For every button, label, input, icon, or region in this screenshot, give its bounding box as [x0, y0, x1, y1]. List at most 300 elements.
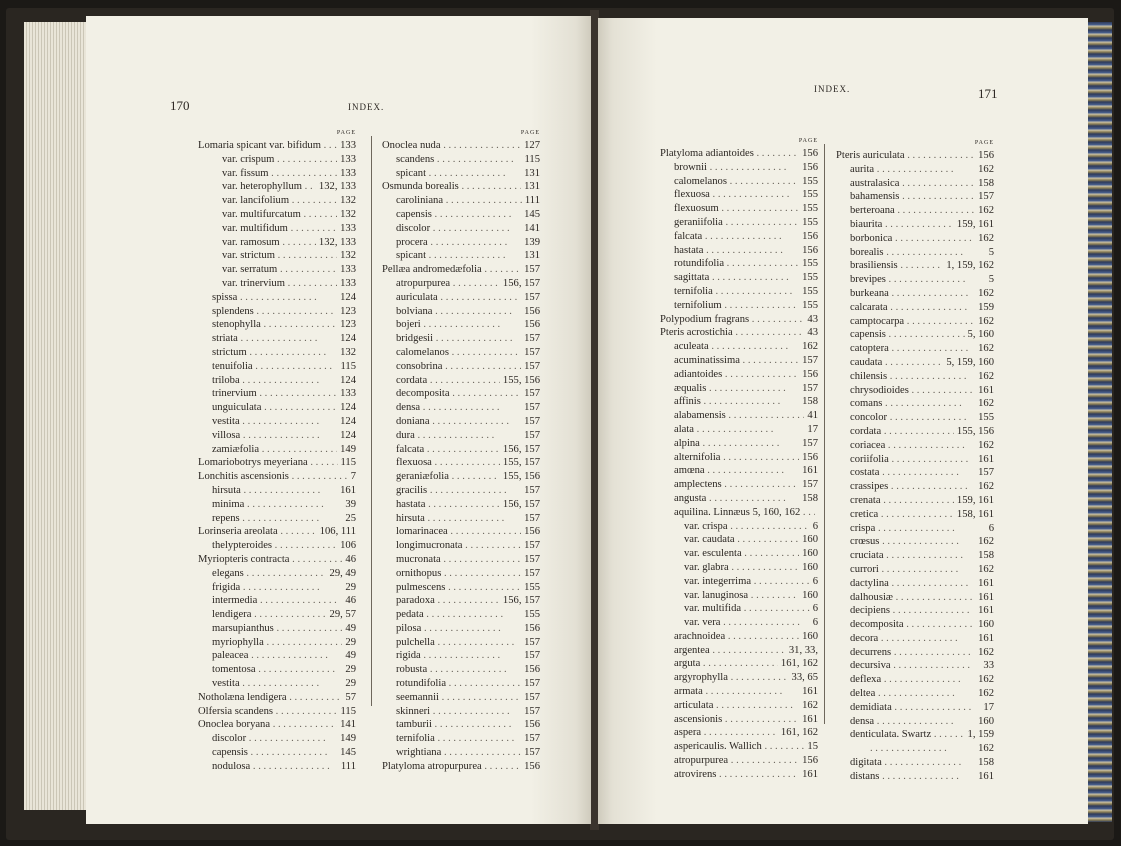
index-term: aspericaulis. Wallich . .	[660, 740, 804, 754]
index-page-ref: 106, 111	[319, 526, 356, 538]
index-term: dura . .	[382, 429, 521, 443]
index-page-ref: 6	[812, 520, 818, 532]
index-entry	[198, 512, 356, 526]
index-page-ref: 29, 49	[329, 567, 356, 579]
index-term: var. serratum . .	[198, 263, 337, 277]
index-term: alpina . .	[660, 437, 799, 451]
index-term: geraniæfolia . .	[382, 470, 500, 484]
index-entry	[382, 194, 540, 208]
index-page-ref: 157	[524, 388, 540, 400]
index-entry	[382, 346, 540, 360]
index-page-ref: 29, 57	[329, 609, 356, 621]
index-entry	[836, 218, 994, 232]
index-entry	[660, 713, 818, 727]
index-term: arguta . .	[660, 657, 778, 671]
index-page-ref: 156	[524, 719, 540, 731]
index-entry	[198, 649, 356, 663]
left-page	[86, 16, 591, 824]
index-term: elegans . .	[198, 567, 327, 581]
index-entry	[836, 384, 994, 398]
index-page-ref: 46	[345, 553, 356, 565]
index-page-ref: 157	[524, 636, 540, 648]
index-term: nodulosa . .	[198, 760, 338, 774]
index-term: Pteris auriculata . .	[836, 149, 975, 163]
index-term: adiantoides . .	[660, 368, 799, 382]
index-term: capensis . .	[198, 746, 337, 760]
index-entry	[660, 188, 818, 202]
index-page-ref: 155	[802, 258, 818, 270]
index-entry	[198, 360, 356, 374]
index-page-ref: 156	[802, 148, 818, 159]
index-term: caroliniana . .	[382, 194, 522, 208]
index-term: Platyloma atropurpurea . .	[382, 760, 521, 774]
index-entry	[382, 691, 540, 705]
index-entry	[836, 204, 994, 218]
index-page-ref: 157	[524, 512, 540, 524]
index-page-ref: 157	[524, 650, 540, 662]
index-entry	[382, 760, 540, 774]
index-term: var. esculenta . .	[660, 547, 799, 561]
index-page-ref: 127	[524, 140, 540, 151]
index-term: pulmescens . .	[382, 581, 521, 595]
index-entry	[660, 602, 818, 616]
index-page-ref: 31, 33,	[788, 644, 818, 656]
index-page-ref: 157	[524, 264, 540, 276]
index-entry	[660, 740, 818, 754]
index-entry	[836, 315, 994, 329]
index-term: paradoxa . .	[382, 594, 500, 608]
index-entry	[660, 423, 818, 437]
index-term: ternifolium . .	[660, 299, 799, 313]
index-term: marsupianthus . .	[198, 622, 342, 636]
page-number: 170	[170, 98, 190, 113]
index-page-ref: 5, 159, 160	[946, 356, 994, 368]
index-entry	[836, 177, 994, 191]
index-page-ref: 159, 161	[956, 218, 994, 230]
index-entry	[836, 591, 994, 605]
index-term: densa . .	[836, 715, 975, 729]
index-page-ref: 141	[340, 719, 356, 731]
index-term: cordata . .	[382, 374, 500, 388]
index-term: æqualis . .	[660, 382, 799, 396]
index-page-ref: 115	[524, 153, 540, 165]
index-term: consobrina . .	[382, 360, 521, 374]
index-entry	[382, 387, 540, 401]
index-page-ref: 5	[988, 274, 994, 286]
index-page-ref: 157	[524, 733, 540, 745]
index-page-ref: 33	[983, 660, 994, 672]
index-page-ref: 157	[524, 678, 540, 690]
index-page-ref: 123	[340, 319, 356, 331]
index-page-ref: 157	[978, 191, 994, 203]
index-entry	[660, 575, 818, 589]
index-page-ref: 157	[802, 382, 818, 394]
index-term: splendens . .	[198, 305, 337, 319]
index-page-ref: 157	[524, 346, 540, 358]
index-page-ref: 157	[524, 553, 540, 565]
index-page-ref: 157	[524, 567, 540, 579]
index-entry	[660, 616, 818, 630]
index-entry	[660, 506, 818, 520]
index-entry	[660, 437, 818, 451]
index-entry	[382, 167, 540, 181]
index-page-ref: 29	[345, 678, 356, 690]
index-entry	[836, 466, 994, 480]
index-entry	[198, 663, 356, 677]
index-entry	[198, 553, 356, 567]
index-term: Onoclea boryana . .	[198, 718, 337, 732]
index-term: atropurpurea . .	[382, 277, 500, 291]
index-entry	[836, 549, 994, 563]
index-term: unguiculata . .	[198, 401, 337, 415]
index-term: hirsuta . .	[198, 484, 337, 498]
index-entry	[660, 630, 818, 644]
index-term: amœna . .	[660, 464, 799, 478]
index-entry	[836, 494, 994, 508]
index-page-ref: 133	[340, 140, 356, 151]
index-entry	[836, 190, 994, 204]
index-term: ascensionis . .	[660, 713, 799, 727]
index-page-ref: 157	[802, 437, 818, 449]
index-page-ref: 162	[978, 563, 994, 575]
index-page-ref: 161	[802, 465, 818, 477]
index-term: Myriopteris contracta . .	[198, 553, 342, 567]
index-entry	[198, 594, 356, 608]
index-page-ref: 124	[340, 415, 356, 427]
index-term: arachnoidea . .	[660, 630, 799, 644]
index-term: spicant . .	[382, 167, 521, 181]
index-page-ref: 124	[340, 374, 356, 386]
index-entry	[382, 208, 540, 222]
index-page-ref: 29	[345, 581, 356, 593]
index-term: falcata . .	[660, 230, 799, 244]
index-entry	[382, 249, 540, 263]
index-entry	[198, 387, 356, 401]
index-page-ref: 162	[978, 481, 994, 493]
index-term: wrightiana . .	[382, 746, 521, 760]
index-page-ref: 157	[524, 333, 540, 345]
index-entry	[198, 732, 356, 746]
index-term: var. caudata . .	[660, 533, 799, 547]
index-page-ref: 156	[524, 664, 540, 676]
index-page-ref: 162	[978, 163, 994, 175]
index-page-ref: 132, 133	[318, 236, 356, 248]
index-term: Pellæa andromedæfolia . .	[382, 263, 521, 277]
index-term: cruciata . .	[836, 549, 975, 563]
index-page-ref: 43	[807, 327, 818, 339]
index-term: crassipes . .	[836, 480, 975, 494]
index-term: calcarata . .	[836, 301, 975, 315]
index-term: costata . .	[836, 466, 975, 480]
page-label: PAGE	[974, 140, 994, 146]
index-term: Lomaria spicant var. bifidum . .	[198, 139, 337, 153]
index-term: frigida . .	[198, 581, 342, 595]
index-term: var. fissum . .	[198, 167, 337, 181]
index-entry	[660, 313, 818, 327]
index-term: atropurpurea . .	[660, 754, 799, 768]
index-term: trinervium . .	[198, 387, 337, 401]
index-entry	[660, 492, 818, 506]
index-page-ref: 162	[978, 315, 994, 327]
index-term: bojeri . .	[382, 318, 521, 332]
index-entry	[382, 415, 540, 429]
index-entry	[198, 622, 356, 636]
index-entry	[198, 194, 356, 208]
index-entry	[836, 604, 994, 618]
index-page-ref: 161	[978, 591, 994, 603]
index-page-ref: 162	[802, 341, 818, 353]
index-entry	[836, 425, 994, 439]
index-column-1	[198, 130, 356, 774]
index-term: decipiens . .	[836, 604, 975, 618]
index-page-ref: 157	[524, 402, 540, 414]
index-term: catoptera . .	[836, 342, 975, 356]
index-page-ref: 155	[802, 299, 818, 311]
index-page-ref: 157	[524, 705, 540, 717]
index-page-ref: 131	[524, 181, 540, 193]
index-term: Lorinseria areolata . .	[198, 525, 317, 539]
index-entry	[382, 539, 540, 553]
index-page-ref: 160	[978, 619, 994, 631]
index-entry	[198, 277, 356, 291]
index-term: ternifolia . .	[382, 732, 521, 746]
index-page-ref: 43	[807, 313, 818, 325]
index-entry	[660, 326, 818, 340]
index-entry	[660, 354, 818, 368]
index-entry	[382, 360, 540, 374]
index-term: decursiva . .	[836, 659, 980, 673]
index-term: Notholæna lendigera . .	[198, 691, 342, 705]
index-page-ref: 162	[978, 205, 994, 217]
index-page-ref: 124	[340, 291, 356, 303]
index-entry	[382, 512, 540, 526]
index-entry	[836, 246, 994, 260]
index-term: demidiata . .	[836, 701, 980, 715]
index-page-ref: 6	[988, 522, 994, 534]
index-entry	[198, 167, 356, 181]
index-page-ref: 162	[978, 536, 994, 548]
index-entry	[382, 581, 540, 595]
index-term: robusta . .	[382, 663, 521, 677]
index-column-2	[836, 140, 994, 784]
index-page-ref: 132	[340, 250, 356, 262]
index-term: triloba . .	[198, 374, 337, 388]
index-term: Polypodium fragrans . .	[660, 313, 804, 327]
index-entry	[660, 175, 818, 189]
index-term: pulchella . .	[382, 636, 521, 650]
index-entry	[660, 685, 818, 699]
index-term: repens . .	[198, 512, 342, 526]
index-entry	[382, 401, 540, 415]
index-entry	[198, 760, 356, 774]
index-page-ref: 156	[802, 161, 818, 173]
index-term: var. multifida . .	[660, 602, 810, 616]
index-term: myriophylla . .	[198, 636, 342, 650]
index-page-ref: 162	[802, 699, 818, 711]
index-entry	[382, 332, 540, 346]
index-page-ref: 162	[978, 743, 994, 755]
index-term: crœsus . .	[836, 535, 975, 549]
index-term: Osmunda borealis . .	[382, 180, 521, 194]
index-term: atrovirens . .	[660, 768, 799, 782]
index-term: articulata . .	[660, 699, 799, 713]
index-entry	[382, 429, 540, 443]
index-term: var. multifidum . .	[198, 222, 337, 236]
index-page-ref: 115	[340, 457, 356, 469]
index-page-ref: 29	[345, 664, 356, 676]
index-term: geraniifolia . .	[660, 216, 799, 230]
index-page-ref: 155	[802, 189, 818, 201]
index-term: acuminatissima . .	[660, 354, 799, 368]
index-term: var. crispum . .	[198, 153, 337, 167]
index-term: var. strictum . .	[198, 249, 337, 263]
index-term: comans . .	[836, 397, 975, 411]
index-term: var. trinervium . .	[198, 277, 337, 291]
index-term: Pteris acrostichia . .	[660, 326, 804, 340]
index-entry	[660, 147, 818, 161]
index-term: discolor . .	[382, 222, 521, 236]
index-term: flexuosa . .	[660, 188, 799, 202]
index-term: var. heterophyllum . .	[198, 180, 316, 194]
index-page-ref: 15	[807, 741, 818, 753]
index-page-ref: 162	[978, 370, 994, 382]
index-entry	[382, 622, 540, 636]
index-entry	[836, 535, 994, 549]
index-page-ref: 160	[802, 561, 818, 573]
index-page-ref: 57	[345, 691, 356, 703]
index-page-ref: 141	[524, 222, 540, 234]
index-page-ref: 155	[978, 412, 994, 424]
index-entry	[836, 163, 994, 177]
index-page-ref: 155	[802, 203, 818, 215]
index-page-ref: 161	[802, 713, 818, 725]
index-term: deltea . .	[836, 687, 975, 701]
index-page-ref: 115	[340, 705, 356, 717]
index-entry	[198, 636, 356, 650]
index-page-ref: 115	[340, 360, 356, 372]
column-rule	[824, 144, 825, 724]
index-term: calomelanos . .	[382, 346, 521, 360]
index-term: capensis . .	[836, 328, 965, 342]
index-page-ref: 157	[524, 291, 540, 303]
index-page-ref: 156, 157	[502, 498, 540, 510]
index-term: cordata . .	[836, 425, 954, 439]
index-page-ref: 155	[802, 216, 818, 228]
index-entry	[836, 453, 994, 467]
index-entry	[198, 332, 356, 346]
index-entry	[836, 673, 994, 687]
index-term: pedata . .	[382, 608, 521, 622]
index-entry	[382, 484, 540, 498]
index-term: Lonchitis ascensionis . .	[198, 470, 348, 484]
index-term: calomelanos . .	[660, 175, 799, 189]
index-page-ref: 133	[340, 222, 356, 234]
index-term: pilosa . .	[382, 622, 521, 636]
index-term: var. integerrima . .	[660, 575, 810, 589]
index-page-ref: 17	[983, 701, 994, 713]
index-term: dalhousiæ . .	[836, 591, 975, 605]
index-entry	[660, 285, 818, 299]
index-term: var. lanuginosa . .	[660, 589, 799, 603]
index-page-ref: 1, 159	[967, 729, 994, 741]
index-entry	[198, 249, 356, 263]
index-page-ref: 155, 157	[502, 457, 540, 469]
index-page-ref: 161	[978, 384, 994, 396]
index-entry	[382, 470, 540, 484]
index-entry	[836, 439, 994, 453]
index-page-ref: 156	[802, 244, 818, 256]
index-entry	[382, 291, 540, 305]
index-term: strictum . .	[198, 346, 337, 360]
index-entry	[836, 342, 994, 356]
index-entry	[660, 395, 818, 409]
index-entry	[836, 646, 994, 660]
index-page-ref: 161, 162	[780, 727, 818, 739]
index-entry	[660, 382, 818, 396]
index-entry	[660, 726, 818, 740]
index-entry	[198, 608, 356, 622]
index-entry	[836, 563, 994, 577]
index-page-ref: 161	[802, 686, 818, 698]
index-term: australasica . .	[836, 177, 975, 191]
page-label: PAGE	[520, 130, 540, 136]
index-entry	[836, 301, 994, 315]
index-page-ref: 158	[978, 757, 994, 769]
index-term: rigida . .	[382, 649, 521, 663]
index-term: sagittata . .	[660, 271, 799, 285]
index-page-ref: 157	[524, 429, 540, 441]
index-entry	[836, 522, 994, 536]
index-page-ref: 162	[978, 439, 994, 451]
index-entry	[198, 208, 356, 222]
index-page-ref: 161	[978, 605, 994, 617]
index-entry	[382, 305, 540, 319]
index-page-ref: 17	[807, 423, 818, 435]
right-page	[598, 18, 1088, 824]
index-entry	[660, 657, 818, 671]
index-entry	[660, 368, 818, 382]
index-page-ref: 157	[524, 540, 540, 552]
index-term: crenata . .	[836, 494, 954, 508]
index-entry	[198, 139, 356, 153]
index-entry	[836, 618, 994, 632]
index-entry	[660, 478, 818, 492]
index-page-ref: 162	[978, 646, 994, 658]
index-page-ref: 133	[340, 277, 356, 289]
index-term: mucronata . .	[382, 553, 521, 567]
index-term: auriculata . .	[382, 291, 521, 305]
index-term: alabamensis . .	[660, 409, 804, 423]
index-term: var. multifurcatum . .	[198, 208, 337, 222]
index-term: aurita . .	[836, 163, 975, 177]
index-term: coriifolia . .	[836, 453, 975, 467]
index-term: borealis . .	[836, 246, 986, 260]
index-page-ref: 132	[340, 208, 356, 220]
index-term: argyrophylla . .	[660, 671, 789, 685]
index-entry	[836, 701, 994, 715]
index-entry	[660, 409, 818, 423]
index-entry	[198, 153, 356, 167]
index-term: capensis . .	[382, 208, 521, 222]
index-entry	[198, 305, 356, 319]
index-page-ref: 6	[812, 603, 818, 615]
index-page-ref: 162	[978, 674, 994, 686]
index-entry	[382, 456, 540, 470]
index-entry	[836, 370, 994, 384]
index-term	[836, 742, 975, 756]
index-page-ref: 156	[802, 451, 818, 463]
index-term: crispa . .	[836, 522, 986, 536]
